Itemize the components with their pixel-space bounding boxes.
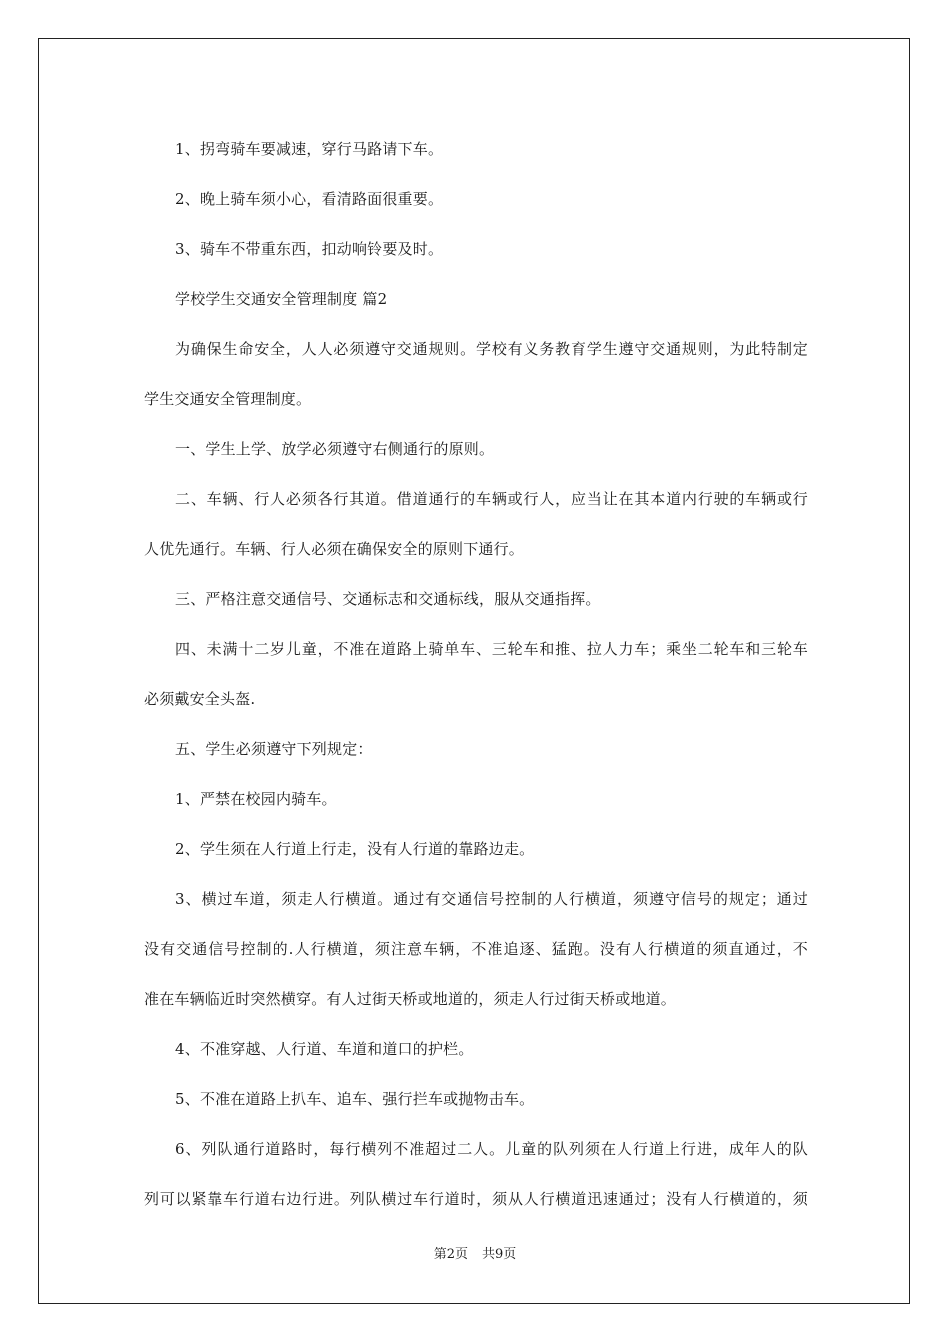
paragraph-line: 4、不准穿越、人行道、车道和道口的护栏。	[175, 1040, 474, 1058]
paragraph-line: 准在车辆临近时突然横穿。有人过街天桥或地道的，须走人行过街天桥或地道。	[144, 990, 677, 1008]
paragraph-line: 必须戴安全头盔.	[144, 690, 256, 708]
paragraph-line: 列可以紧靠车行道右边行进。列队横过车行道时，须从人行横道迅速通过；没有人行横道的，须	[144, 1190, 808, 1208]
paragraph-line: 5、不准在道路上扒车、追车、强行拦车或抛物击车。	[175, 1090, 535, 1108]
paragraph-line: 2、晚上骑车须小心，看清路面很重要。	[175, 190, 444, 208]
paragraph-line: 2、学生须在人行道上行走，没有人行道的靠路边走。	[175, 840, 535, 858]
section-heading: 学校学生交通安全管理制度 篇2	[175, 290, 388, 308]
paragraph-line: 1、严禁在校园内骑车。	[175, 790, 337, 808]
paragraph-line: 三、严格注意交通信号、交通标志和交通标线，服从交通指挥。	[175, 590, 601, 608]
page-footer	[0, 1246, 950, 1264]
paragraph-line: 人优先通行。车辆、行人必须在确保安全的原则下通行。	[144, 540, 525, 558]
paragraph-line: 二、车辆、行人必须各行其道。借道通行的车辆或行人，应当让在其本道内行驶的车辆或行	[175, 490, 808, 508]
page-total: 共9页	[482, 1247, 517, 1262]
paragraph-line: 3、横过车道，须走人行横道。通过有交通信号控制的人行横道，须遵守信号的规定；通过	[175, 890, 808, 908]
paragraph-line: 五、学生必须遵守下列规定：	[175, 740, 373, 758]
document-body	[144, 124, 808, 1224]
paragraph-line: 3、骑车不带重东西，扣动响铃要及时。	[175, 240, 444, 258]
paragraph-line: 四、未满十二岁儿童，不准在道路上骑单车、三轮车和推、拉人力车；乘坐二轮车和三轮车	[175, 640, 808, 658]
paragraph-line: 6、列队通行道路时，每行横列不准超过二人。儿童的队列须在人行道上行进，成年人的队	[175, 1140, 808, 1158]
paragraph-line: 学生交通安全管理制度。	[144, 390, 312, 408]
paragraph-line: 没有交通信号控制的.人行横道，须注意车辆，不准追逐、猛跑。没有人行横道的须直通过，不	[144, 940, 808, 958]
paragraph-line: 1、拐弯骑车要减速，穿行马路请下车。	[175, 140, 444, 158]
page-number: 第2页	[433, 1247, 468, 1262]
paragraph-line: 一、学生上学、放学必须遵守右侧通行的原则。	[175, 440, 495, 458]
paragraph-line: 为确保生命安全，人人必须遵守交通规则。学校有义务教育学生遵守交通规则，为此特制定	[175, 340, 808, 358]
